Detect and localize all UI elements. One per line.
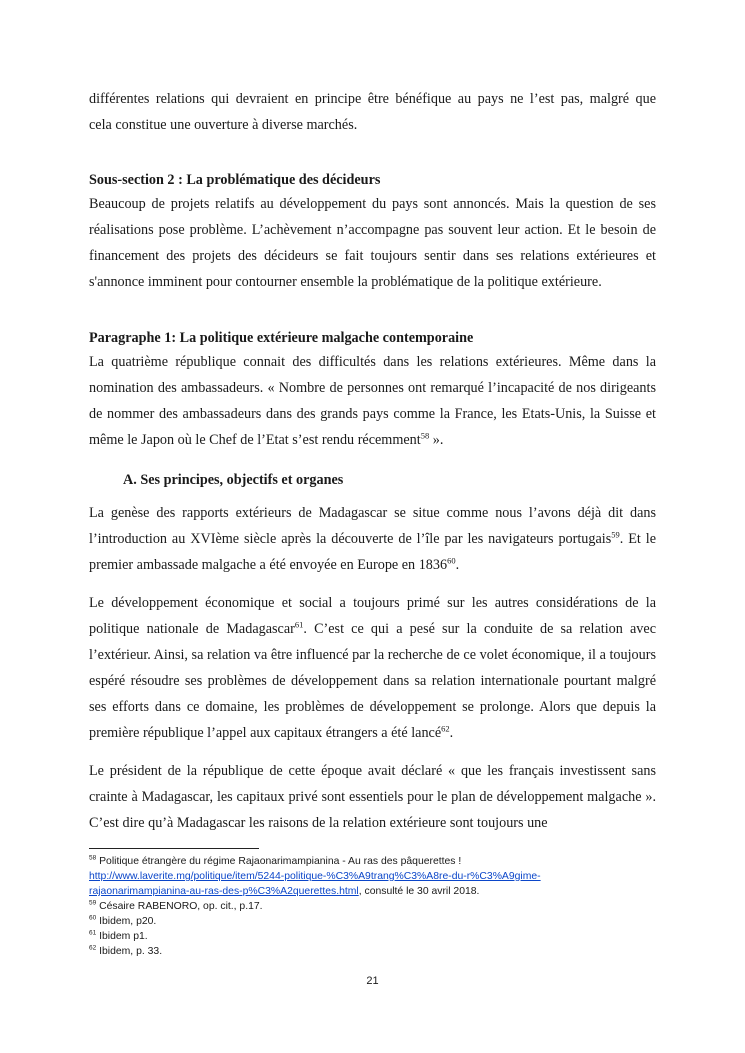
paragraphe-1-text — [89, 349, 656, 453]
section-a-heading: A. Ses principes, objectifs et organes — [123, 472, 344, 488]
paragraphe-1-body: La quatrième république connait des difficultés dans les relations extérieures. Même dans la nomination des ambassadeurs. « Nombre de personnes ont remarqué l’incapacité de nos dirigeants de nommer des ambassadeurs dans des grands pays comme la France, les Etats-Unis, la Suisse et même le Japon où le Chef de l’Etat s’est rendu récemment — [89, 354, 656, 448]
paragraphe-1 — [89, 328, 656, 453]
section-a-p1-part-a: La genèse des rapports extérieurs de Madagascar se situe comme nous l’avons déjà dit dans l’introduction au XVIème siècle après la découverte de l’île par les navigateurs portugais — [89, 505, 656, 547]
footnote-60-text: Ibidem, p20. — [96, 916, 157, 927]
subsection-2-text: Beaucoup de projets relatifs au développement du pays sont annoncés. Mais la question de ses réalisations pose problème. L’achèvement n’accompagne pas souvent leur action. Et le besoin de financement des projets des décideurs se fait toujours sentir dans ses relations extérieures et s'annonce imminent pour contourner ensemble la problématique de la politique extérieure. — [89, 196, 656, 290]
section-a-p2-part-a: Le développement économique et social a toujours primé sur les autres considérations de la politique nationale de Madagascar — [89, 595, 656, 637]
section-a-p1-text — [89, 500, 656, 578]
document-page — [89, 0, 656, 1053]
footnote-59-text: Césaire RABENORO, op. cit., p.17. — [96, 901, 263, 912]
section-a-p1-part-c: . — [455, 557, 460, 573]
section-a-p3-text: Le président de la république de cette époque avait déclaré « que les français investissent sans crainte à Madagascar, les capitaux privé sont essentiels pour le plan de développement malgache ». C’est dire qu’à Madagascar les raisons de la relation extérieure sont toujours une — [89, 763, 656, 831]
footnote-61 — [89, 929, 656, 944]
footnote-58-link-row-1 — [89, 869, 656, 884]
footnote-separator — [89, 848, 259, 849]
footnote-num-60: 60 — [89, 914, 97, 922]
footnote-ref-61[interactable]: 61 — [294, 619, 304, 630]
footnote-59 — [89, 899, 656, 914]
footnote-num-62: 62 — [89, 944, 97, 952]
footnote-ref-59[interactable]: 59 — [611, 529, 620, 540]
footnote-61-text: Ibidem p1. — [96, 931, 148, 942]
paragraphe-1-heading: Paragraphe 1: La politique extérieure malgache contemporaine — [89, 330, 474, 346]
footnote-58-text: Politique étrangère du régime Rajaonarimampianina - Au ras des pâquerettes ! — [96, 856, 462, 867]
footnote-num-58: 58 — [89, 854, 97, 862]
section-a — [89, 470, 656, 492]
section-a-p2-text — [89, 590, 656, 746]
footnotes — [89, 854, 656, 959]
paragraphe-1-end: ». — [429, 432, 444, 448]
section-a-paragraph-2 — [89, 590, 656, 746]
section-a-paragraph-1 — [89, 500, 656, 578]
footnote-num-59: 59 — [89, 899, 97, 907]
subsection-2 — [89, 170, 656, 295]
intro-line-2: cela constitue une ouverture à diverse marchés. — [89, 117, 358, 133]
footnote-58-link-1[interactable]: http://www.laverite.mg/politique/item/5244-politique-%C3%A9trang%C3%A8re-du-r%C3%A9gime- — [89, 871, 541, 882]
subsection-2-heading: Sous-section 2 : La problématique des décideurs — [89, 172, 381, 188]
section-a-p2-part-b: . C’est ce qui a pesé sur la conduite de sa relation avec l’extérieur. Ainsi, sa relation va être influencé par la recherche de ce volet économique, il a toujours espéré résoudre ses problèmes de développement dans sa relation internationale pourtant malgré ses efforts dans ce domaine, les problèmes de développement se prolonge. Alors que depuis la première république l’appel aux capitaux étrangers a été lancé — [89, 621, 656, 741]
footnote-58-link-2[interactable]: rajaonarimampianina-au-ras-des-p%C3%A2querettes.html — [89, 886, 359, 897]
footnote-ref-58[interactable]: 58 — [420, 430, 430, 441]
section-a-paragraph-3 — [89, 758, 656, 836]
footnote-58-consulted: , consulté le 30 avril 2018. — [358, 886, 480, 897]
intro-line-1: différentes relations qui devraient en principe être bénéfique au pays ne l’est pas, malgré que — [89, 91, 656, 107]
section-a-p2-part-c: . — [449, 725, 454, 741]
footnote-58 — [89, 854, 656, 869]
footnote-ref-60[interactable]: 60 — [447, 555, 456, 566]
footnote-ref-62[interactable]: 62 — [441, 723, 450, 734]
footnote-62-text: Ibidem, p. 33. — [96, 946, 163, 957]
page-number: 21 — [366, 975, 379, 987]
footnote-num-61: 61 — [89, 929, 97, 937]
footnote-58-link-row-2 — [89, 884, 656, 899]
footnote-60 — [89, 914, 656, 929]
section-a-p1-part-b: . Et le premier ambassade malgache a été envoyée en Europe en 1836 — [89, 531, 656, 573]
intro-paragraph — [89, 86, 656, 138]
footnote-62 — [89, 944, 656, 959]
